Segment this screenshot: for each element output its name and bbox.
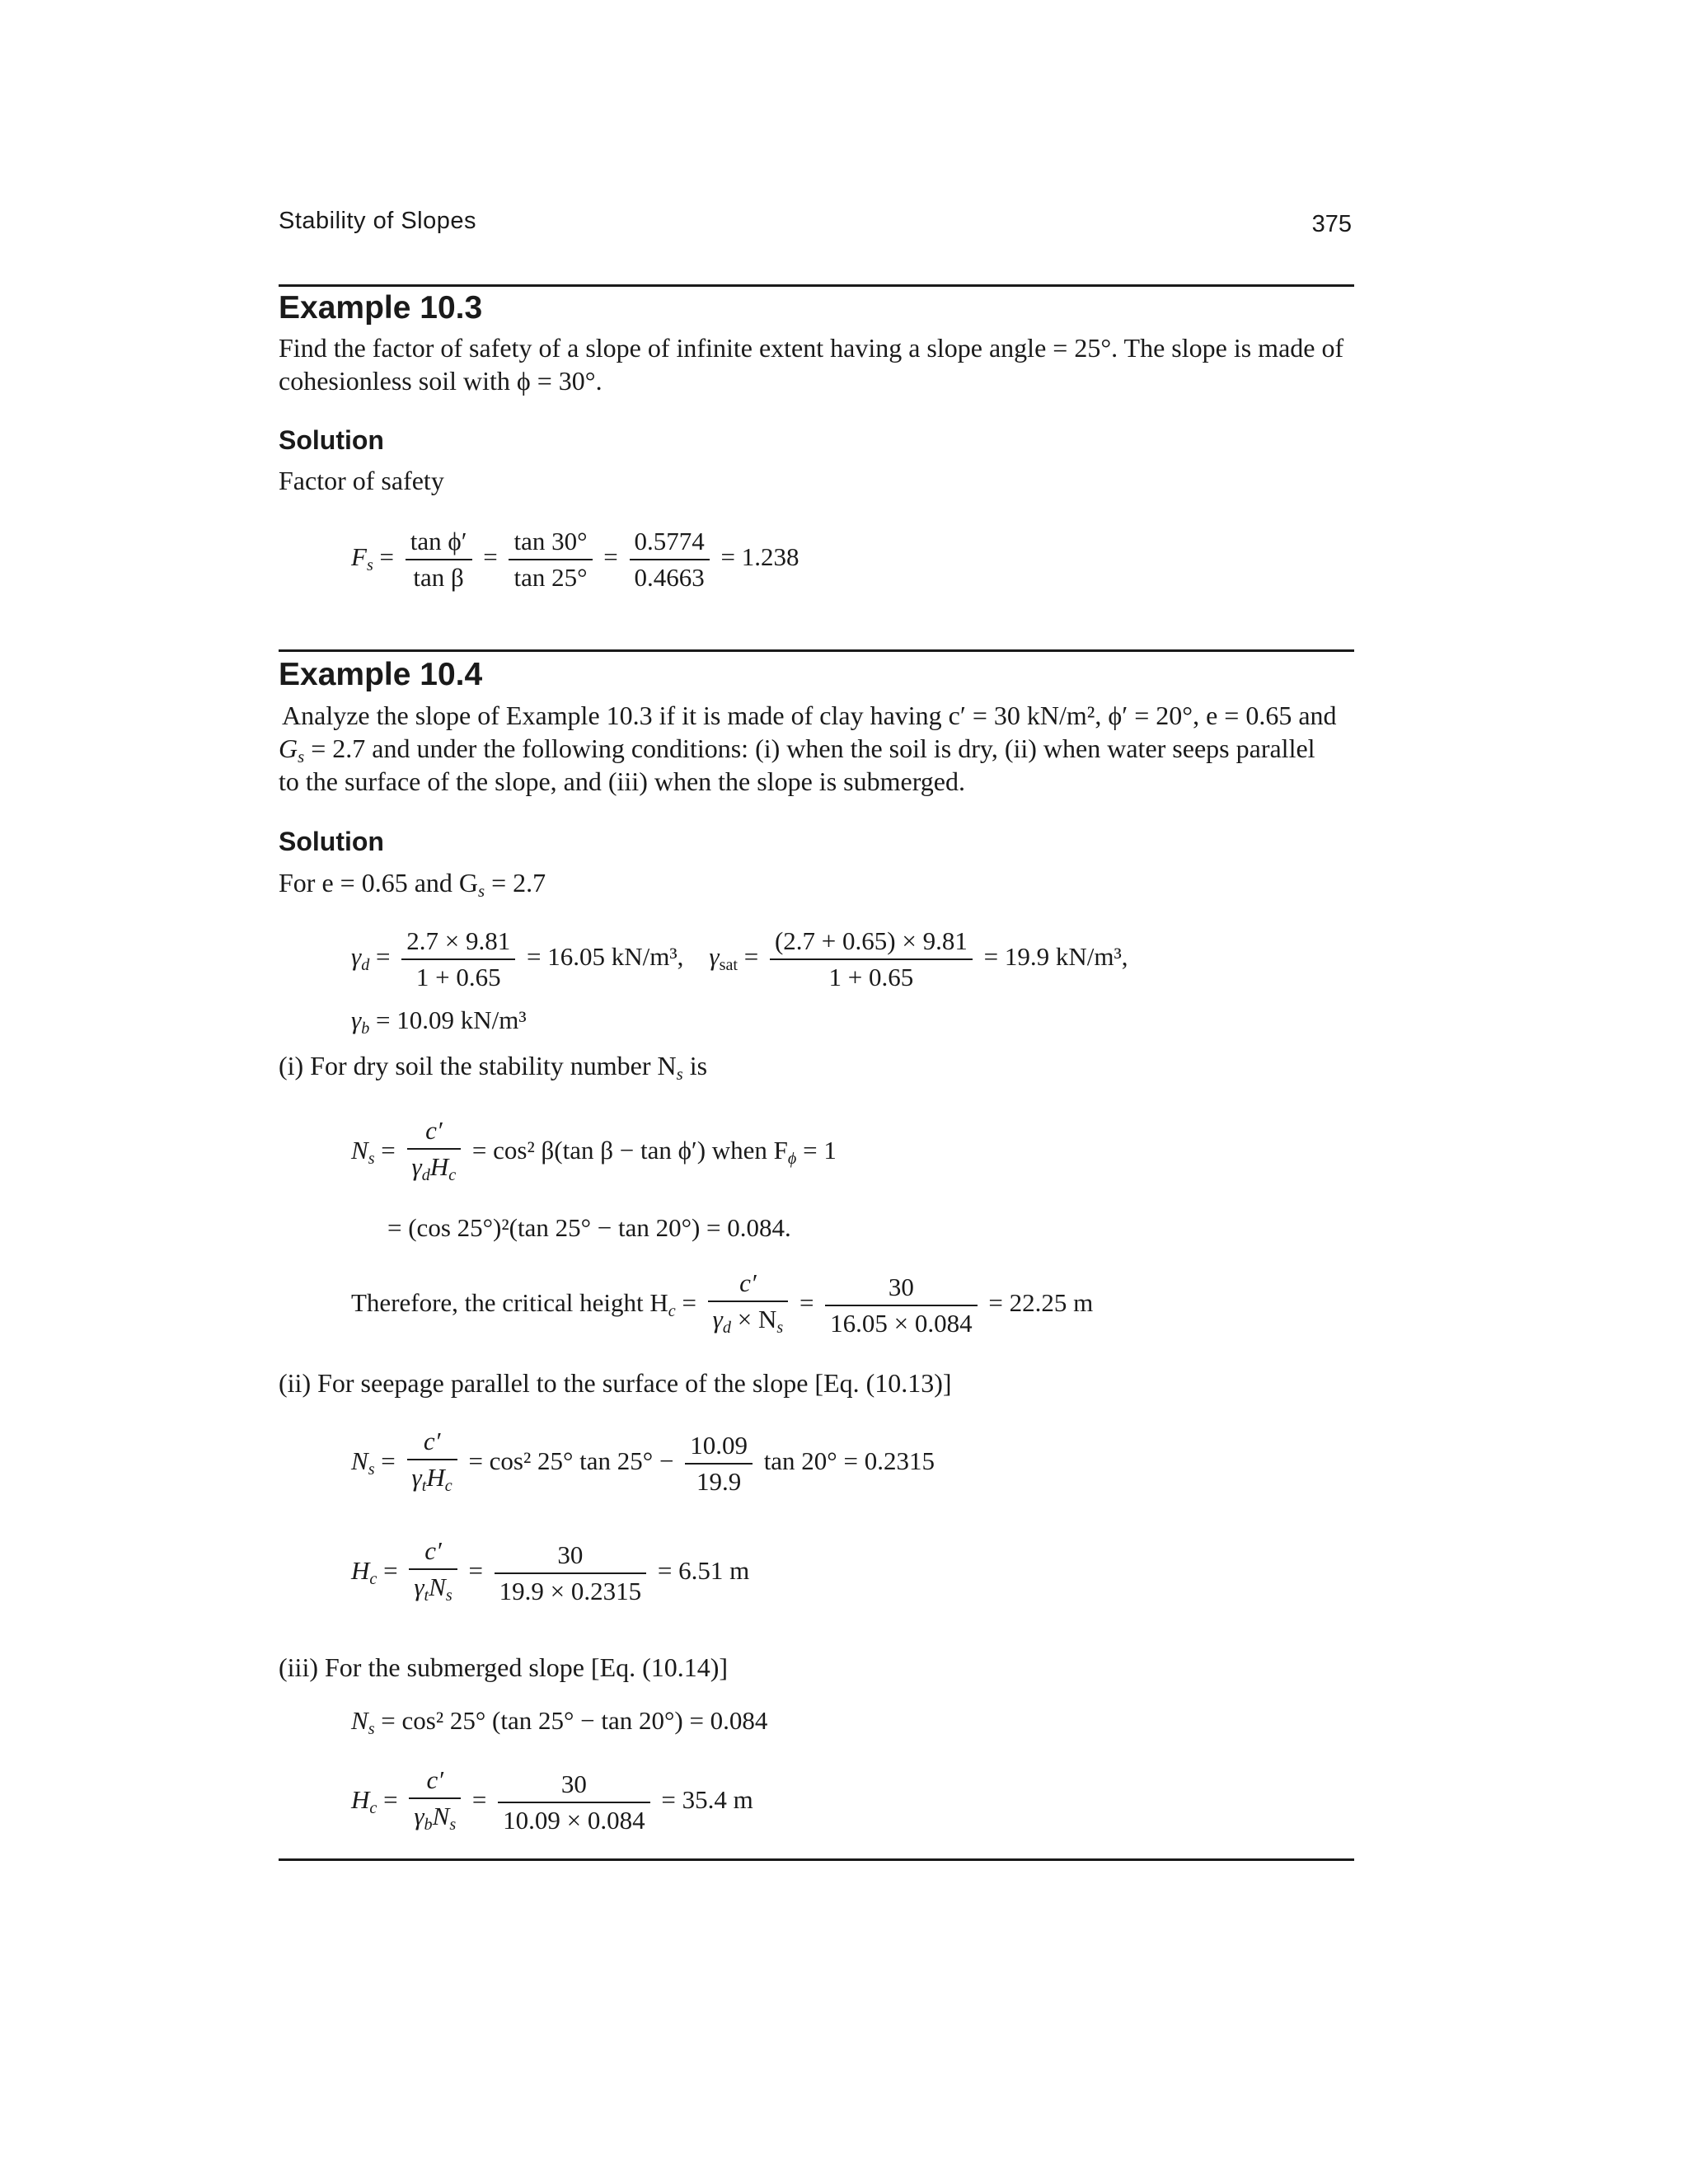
example-10-3-problem: Find the factor of safety of a slope of infinite extent having a slope angle = 25°. The slope is made of cohesionless soil with ϕ = 30°. xyxy=(279,333,1344,396)
example-10-4-problem-line2: $G_s = 2.7$ and under the following conditions: (i) when the soil is dry, (ii) when water seeps parallel xyxy=(279,733,1315,766)
part-i-intro: (i) For dry soil the stability number $N_s$ is xyxy=(279,1051,708,1084)
section-rule-bottom xyxy=(279,1858,1354,1861)
example-10-4-problem-line3: to the surface of the slope, and (iii) when the slope is submerged. xyxy=(279,766,965,796)
example-10-4-problem-line1: Analyze the slope of Example 10.3 if it is made of clay having c′ = 30 kN/m², ϕ′ = 20°, e = 0.65 and xyxy=(282,701,1337,730)
section-rule xyxy=(279,284,1354,287)
example-10-4-solution-label: Solution xyxy=(279,827,384,856)
part-iii-critical-height-eq: $H_c$ = $\frac{c'}{\gamma_bN_s}$ = $\frac{30}{10.09 \times 0.084}$ = 35.4 m xyxy=(351,1765,753,1835)
part-i-stability-number-value: = (cos 25°)²(tan 25° − tan 20°) = 0.084. xyxy=(387,1213,791,1242)
section-rule xyxy=(279,649,1354,652)
part-ii-critical-height-eq: $H_c$ = $\frac{c'}{\gamma_tN_s}$ = $\frac{30}{19.9 \times 0.2315}$ = 6.51 m xyxy=(351,1536,750,1605)
factor-of-safety-label: Factor of safety xyxy=(279,466,444,495)
example-10-3-title: Example 10.3 xyxy=(279,290,483,326)
example-10-3-solution-label: Solution xyxy=(279,425,384,455)
part-iii-intro: (iii) For the submerged slope [Eq. (10.14)] xyxy=(279,1652,729,1682)
page-number: 375 xyxy=(1311,211,1352,237)
fs-equation: $F_s$ = $\frac{\text{tan ϕ′}}{\text{tan β}}$ = $\frac{\tan 30^\circ}{\tan 25^\circ}$ = $\frac{0.5774}{0.4663}$ = 1.238 xyxy=(351,527,799,592)
gamma-b-line: $\gamma_b = 10.09$ kN/m³ xyxy=(351,1005,527,1038)
given-values-line: For e = 0.65 and $G_s = 2.7$ xyxy=(279,868,546,901)
part-iii-stability-number-eq: $N_s = \cos^2$ 25° (tan 25° − tan 20°) = 0.084 xyxy=(351,1706,768,1738)
part-ii-intro: (ii) For seepage parallel to the surface of the slope [Eq. (10.13)] xyxy=(279,1368,952,1398)
unit-weight-equations: $\gamma_d$ = $\frac{2.7 \times 9.81}{1 + 0.65}$ = 16.05 kN/m³, $\gamma_{sat}$ = $\frac{(2.7 + 0.65) \times 9.81}{1 + 0.65}$ = 19.9 kN/m³, xyxy=(351,926,1128,991)
example-10-4-title: Example 10.4 xyxy=(279,657,483,692)
part-i-critical-height-eq: Therefore, the critical height $H_c$ = $\frac{c'}{\gamma_d \times N_s}$ = $\frac{30}{16.05 \times 0.084}$ = 22.25 m xyxy=(351,1268,1094,1338)
part-i-stability-number-eq: $N_s$ = $\frac{c'}{\gamma_dH_c}$ = cos² β(tan β − tan ϕ′) when $F_\phi = 1$ xyxy=(351,1116,837,1184)
running-header-title: Stability of Slopes xyxy=(279,208,477,234)
part-ii-stability-number-eq: $N_s$ = $\frac{c'}{\gamma_tH_c}$ = cos² 25° tan 25° − $\frac{10.09}{19.9}$ tan 20° = 0.2315 xyxy=(351,1427,935,1496)
